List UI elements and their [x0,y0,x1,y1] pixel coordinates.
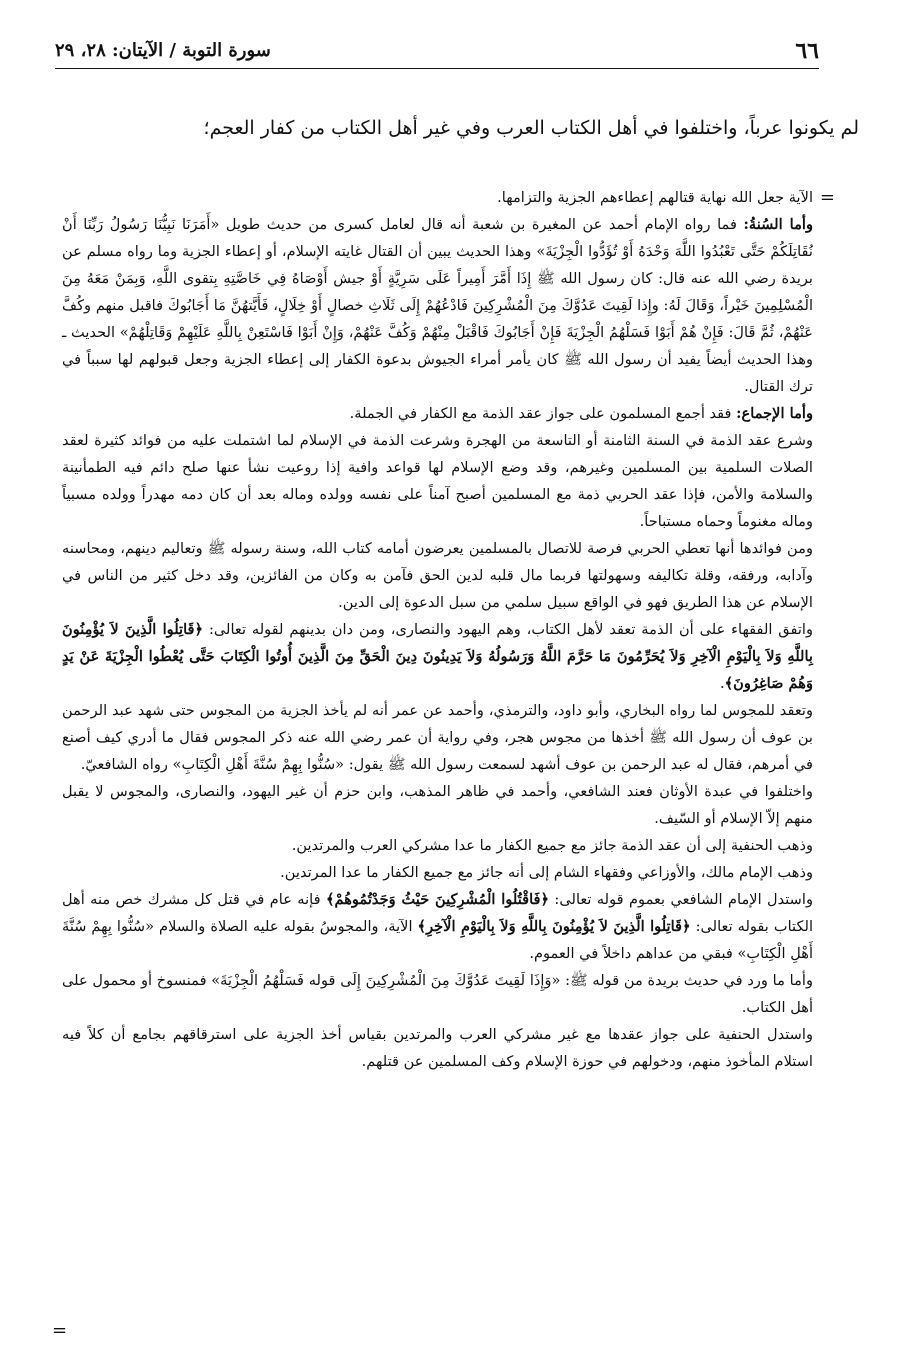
continuation-mark-end: = [52,1320,68,1341]
paragraph-text: واستدل الإمام الشافعي بعموم قوله تعالى: [554,891,813,908]
footnote-paragraph: الآية جعل الله نهاية قتالهم إعطاءهم الجزية والتزامها. [497,189,813,206]
footnote-paragraph: وذهب الحنفية إلى أن عقد الذمة جائز مع جميع الكفار ما عدا مشركي العرب والمرتدين. [291,837,813,854]
page-header [55,38,819,68]
quran-verse: ﴿قَاتِلُوا الَّذِينَ لاَ يُؤْمِنُونَ بِاللَّهِ وَلاَ بِالْيَوْمِ الْآخِرِ وَلاَ يُحَرِّمُونَ مَا حَرَّمَ اللَّهُ وَرَسُولُهُ وَلاَ يَدِينُونَ دِينَ الْحَقِّ مِنَ الَّذِينَ أُوتُوا الْكِتَابَ حَتَّى يُعْطُوا الْجِزْيَةَ عَنْ يَدٍ وَهُمْ صَاغِرُونَ﴾ [62,621,813,692]
footnote-paragraph [62,616,813,697]
footnote-paragraph: ومن فوائدها أنها تعطي الحربي فرصة للاتصال بالمسلمين يعرضون أمامه كتاب الله، وسنة رسوله ﷺ وتعاليم دينهم، ومحاسنه وآدابه، ورفقه، وقلة تكاليفه وسهولتها فربما مال قلبه لدين الحق فآمن به وكان من الفائزين، وقد دخل كثير من الناس في الإسلام عن هذا الطريق فهو في الواقع سبيل سلمي من سبل الدعوة إلى الدين. [62,540,813,611]
footnote-paragraph: وشرع عقد الذمة في السنة الثامنة أو التاسعة من الهجرة وشرعت الذمة في الإسلام لما اشتملت عليه من فوائد كثيرة لعقد الصلات السلمية بين المسلمين وغيرهم، وقد وضع الإسلام لها قواعد وافية إذا روعيت نشأ عنها صلح دائم فيه الطمأنينة والسلامة والأمن، فإذا عقد الحربي ذمة مع المسلمين أصبح آمناً على نفسه وولده وماله بعد أن كان دمه مهدراً وولده مسبياً وماله مغنوماً وحماه مستباحاً. [62,432,813,530]
surah-title: سورة التوبة / الآيتان: ٢٨، ٢٩ [55,40,271,61]
ijma-text: فقد أجمع المسلمون على جواز عقد الذمة مع الكفار في الجملة. [349,405,732,422]
paragraph-text: فإنه عام في قتل كل مشرك خص منه أهل الكتاب بقوله تعالى: [62,891,813,935]
main-text: لم يكونوا عرباً، واختلفوا في أهل الكتاب العرب وفي غير أهل الكتاب من كفار العجم؛ [203,117,859,139]
paragraph-intro: واتفق الفقهاء على أن الذمة تعقد لأهل الكتاب، وهم اليهود والنصارى، ومن دان بدينهم لقوله تعالى: [208,621,814,638]
paragraph-text: الآية، والمجوسُ بقوله عليه الصلاة والسلام «سُنُّوا بِهِمْ سُنَّةَ أَهْلِ الْكِتَابِ» فبقي من عداهم داخلاً في العموم. [62,918,813,962]
footnote-paragraph: وذهب الإمام مالك، والأوزاعي وفقهاء الشام إلى أنه جائز مع جميع الكفار ما عدا المرتدين. [280,864,813,881]
footnote-body [62,184,813,1075]
sunnah-text: فما رواه الإمام أحمد عن المغيرة بن شعبة أنه قال لعامل كسرى من حديث طويل «أَمَرَنَا نَبِيُّنَا رَسُولُ رَبِّنَا أَنْ نُقَاتِلَكُمْ حَتَّى تَعْبُدُوا اللَّهَ وَحْدَهُ أَوْ تُؤَدُّوا الْجِزْيَةَ» وهذا الحديث يبين أن القتال غايته الإسلام، أو إعطاء الجزية وما رواه مسلم عن بريدة رضي الله عنه قال: كان رسول الله ﷺ إِذَا أَمَّرَ أَمِيراً عَلَى سَرِيَّةٍ أَوْ جيش أَوْصَاهُ فِي خَاصَّتِهِ بِتقوى اللَّهِ، وَبِمَنْ مَعَهُ مِنَ الْمُسْلِمِينَ خَيْراً، وَقَالَ لَهُ: وإِذا لَقِيتَ عَدُوَّكَ مِنَ الْمُشْرِكِينَ فَادْعُهُمْ إِلَى ثَلَاثِ خصالٍ أَوْ خِلَالٍ، فَأَيَّتهُنَّ مَا أَجَابُوكَ فاقبل منهم وكُفَّ عَنْهُمْ، ثُمَّ قَالَ: فَإِنْ هُمْ أَبَوْا فَسَلْهُمُ الْجِزْيَةَ فَإِنْ أَجَابُوكَ فَاقْبَلْ مِنْهُمْ وَكُفَّ عَنْهُمْ، وَإِنْ أَبَوْا فَاسْتَعِنْ بِاللَّهِ عَلَيْهِمْ وَقَاتِلْهُمْ» الحديث ـ وهذا الحديث أيضاً يفيد أن رسول الله ﷺ كان يأمر أمراء الجيوش بدعوة الكفار إلى إعطاء الجزية وجعل قبولهم لها سبباً في ترك القتال. [62,216,813,395]
section-heading-sunnah: وأما السُنةُ: [743,216,813,233]
page-number: ٦٦ [795,38,819,64]
footnote-paragraph [62,211,813,400]
quran-verse: ﴿قَاتِلُوا الَّذِينَ لاَ يُؤْمِنُونَ بِاللَّهِ وَلاَ بِالْيَوْمِ الْآخِرِ﴾ [417,918,691,935]
footnote-paragraph: وتعقد للمجوس لما رواه البخاري، وأبو داود، والترمذي، وأحمد عن عمر أنه لم يأخذ الجزية من المجوس حتى شهد عبد الرحمن بن عوف أن رسول الله ﷺ أخذها من مجوس هجر، وفي رواية أن عمر رضي الله عنه ذكر المجوس فقال ما أدري كيف أصنع في أمرهم، فقال له عبد الرحمن بن عوف أشهد لسمعت رسول الله ﷺ يقول: «سُنُّوا بِهِمْ سُنَّةَ أَهْلِ الْكِتَابِ» رواه الشافعيّ. [62,702,813,773]
section-heading-ijma: وأما الإجماع: [736,405,813,422]
paragraph-end: . [719,675,725,692]
footnote-paragraph [62,400,813,427]
footnote-paragraph: واستدل الحنفية على جواز عقدها مع غير مشركي العرب والمرتدين بقياس أخذ الجزية على استرقاقهم بجامع أن كلاً فيه استلام المأخوذ منهم، ودخولهم في حوزة الإسلام وكف المسلمين عن قتلهم. [62,1026,813,1070]
continuation-mark: = [819,187,835,208]
header-rule [55,68,819,69]
footnote-paragraph [62,886,813,967]
footnote-paragraph: وأما ما ورد في حديث بريدة من قوله ﷺ: «وَإِذَا لَقِيتَ عَدُوَّكَ مِنَ الْمُشْرِكِينَ إِلَى قوله فَسَلْهُمُ الْجِزْيَةَ» فمنسوخ أو محمول على أهل الكتاب. [62,972,813,1016]
footnote-paragraph: واختلفوا في عبدة الأوثان فعند الشافعي، وأحمد في ظاهر المذهب، وابن حزم أن غير اليهود، والنصارى، والمجوس لا يقبل منهم إلاّ الإسلام أو السّيف. [62,783,813,827]
quran-verse: ﴿فَاقْتُلُوا الْمُشْرِكِينَ حَيْثُ وَجَدْتُمُوهُمْ﴾ [325,891,550,908]
